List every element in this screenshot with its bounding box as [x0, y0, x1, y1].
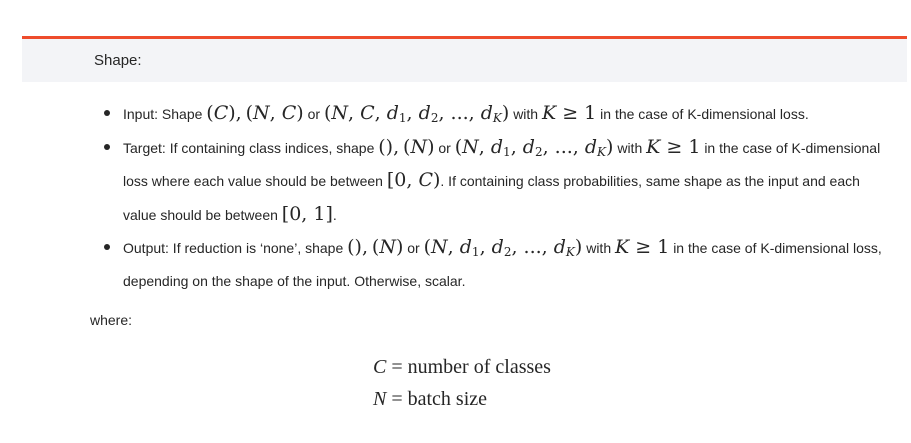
- math-shape-nd: (N, $d_1$, $d_2$, ..., $d_K$): [423, 236, 583, 259]
- math-shape-empty: (),: [378, 135, 400, 158]
- math-shape-nd: (N, $d_1$, $d_2$, ..., $d_K$): [454, 135, 614, 159]
- definition-c: C = number of classes: [373, 356, 551, 378]
- list-item-input: Input: Shape (C), (N, C) or (N, C, $d_1$, $d_2$, ..., $d_K$) with K ≥ 1 in the case of K-dimensional loss.: [92, 97, 892, 131]
- math-shape-ncd: (N, C, $d_1$, $d_2$, ..., $d_K$): [323, 102, 510, 125]
- where-label: where:: [90, 312, 133, 328]
- math-k-condition: K ≥ 1: [615, 236, 670, 258]
- math-shape-c: (C),: [206, 102, 242, 124]
- math-k-condition: K ≥ 1: [541, 102, 597, 124]
- math-range-0-1: [0, 1]: [281, 202, 333, 225]
- math-range-0-c: [0, C): [386, 169, 441, 191]
- math-shape-n: (N): [371, 236, 404, 258]
- definition-n: N = batch size: [373, 388, 488, 410]
- math-shape-n: (N): [403, 135, 435, 158]
- shape-section-header: [22, 39, 907, 82]
- list-item-output: Output: If reduction is ‘none’, shape (), (N) or (N, $d_1$, $d_2$, ..., $d_K$) with K ≥ 1 in the case of K-dimensional loss, depending on the shape of the input. Otherwise, scalar.: [92, 231, 892, 297]
- shape-list: [92, 97, 892, 297]
- math-k-condition: K ≥ 1: [646, 135, 701, 158]
- list-item-target: Target: If containing class indices, shape (), (N) or (N, $d_1$, $d_2$, ..., $d_K$) with K ≥ 1 in the case of K-dimensional loss where each value should be between [0, C). If containing class probabilities, same shape as the input and each value should be between [0, 1].: [92, 131, 892, 232]
- math-shape-nc: (N, C): [245, 102, 304, 124]
- math-shape-empty: (),: [347, 236, 369, 258]
- shape-title: Shape:: [94, 52, 142, 69]
